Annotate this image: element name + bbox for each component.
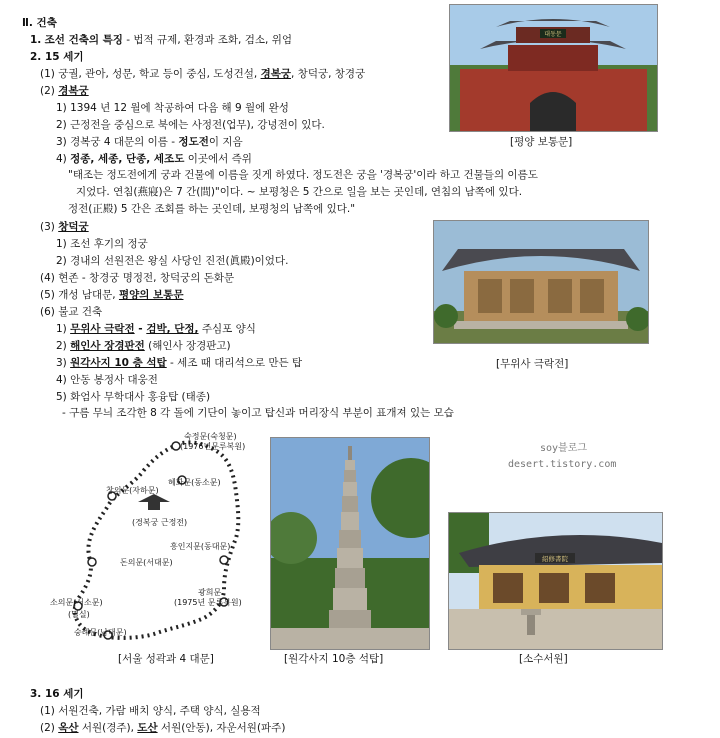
line-16c-1: (1) 서원건축, 가람 배치 양식, 주택 양식, 실용적	[40, 705, 261, 717]
line-gates	[40, 288, 183, 304]
gyeongbok-3-c: 이 지음	[208, 136, 243, 148]
line-palaces-a: (1) 궁궐, 관아, 성문, 학교 등이 중심, 도성건설,	[40, 68, 258, 80]
gyeongbok-num: (2)	[40, 85, 55, 97]
quote-line-3: 정전(正殿) 5 간은 조회를 하는 곳인데, 보평청의 남쪽에 있다."	[68, 203, 356, 215]
buddhist-1-e: 주심포 양식	[198, 323, 256, 335]
line-buddhist-1	[56, 322, 256, 338]
sosu-sign-text: 紹修書院	[542, 555, 568, 563]
caption-sosu: [소수서원]	[519, 653, 568, 665]
line-gyeongbok-4	[56, 152, 252, 168]
line-gyeongbok-3	[56, 135, 243, 151]
gyeongbok-4-b: 정종, 세종, 단종, 세조도	[70, 153, 185, 165]
item-2-title: 15 세기	[44, 51, 84, 63]
item-1-num: 1.	[30, 34, 42, 46]
quote-line-2: 지었다. 연침(燕寢)은 7 간(間)"이다. ~ 보평청은 5 간으로 일을 보는 곳인데, 연침의 남쪽에 있다.	[76, 186, 523, 198]
pagoda-illustration	[271, 438, 429, 649]
line-palaces-gyeongbok: 경복궁	[260, 68, 291, 80]
line-gyeongbok-2: 2) 근정전을 중심으로 북에는 사정전(업무), 강녕전이 있다.	[56, 119, 325, 131]
buddhist-1-d: 검박, 단정,	[146, 323, 199, 335]
item-1-text: - 법적 규제, 환경과 조화, 검소, 위엄	[122, 34, 292, 46]
muwisa-illustration	[434, 221, 648, 343]
buddhist-2-b: 해인사 장경판전	[70, 340, 145, 352]
line-buddhist-5-desc: - 구름 무늬 조각한 8 각 돌에 기단이 놓이고 탑신과 머리장식 부분이 표개져 있는 모습	[62, 407, 454, 419]
item-2	[30, 50, 84, 66]
line-extant: (4) 현존 - 창경궁 명정전, 창덕궁의 돈화문	[40, 272, 235, 284]
buddhist-3-c: - 세조 때 대리석으로 만든 탑	[166, 357, 303, 369]
watermark-url: desert.tistory.com	[508, 459, 617, 470]
gyeongbok-3-b: 정도전	[178, 136, 209, 148]
map-label-gwanghui-sub: (1975년 문루복원)	[174, 598, 242, 607]
map-label-gwanghui: 광희문	[198, 588, 222, 597]
sosu-illustration	[449, 513, 662, 649]
photo-sosu-seowon	[448, 512, 663, 650]
16c-2-oksan: 옥산	[58, 722, 79, 734]
pyongyang-gate-illustration	[450, 5, 657, 131]
gates-b: 평양의 보통문	[118, 289, 184, 301]
item-3-title: 16 세기	[44, 688, 84, 700]
map-label-changui: 창의문(자하문)	[106, 486, 159, 495]
16c-2-e: 서원(안동), 자운서원(파주)	[157, 722, 286, 734]
caption-seoul-map: [서울 성곽과 4 대문]	[118, 653, 214, 665]
caption-pyongyang: [평양 보통문]	[510, 136, 573, 148]
line-buddhist-2	[56, 339, 231, 355]
buddhist-1-a: 1)	[56, 323, 71, 335]
map-label-donui: 돈의문(서대문)	[120, 558, 173, 567]
section-title: Ⅱ. 건축	[22, 17, 57, 29]
line-changdeok-2: 2) 경내의 선원전은 왕실 사당인 진전(眞殿)이었다.	[56, 255, 289, 267]
item-1-title: 조선 건축의 특징	[44, 34, 123, 46]
map-label-hyehwa: 혜화문(동소문)	[168, 478, 221, 487]
line-changdeok-heading	[40, 220, 89, 236]
line-buddhist-5: 5) 화엄사 무학대사 홍융탑 (태종)	[56, 391, 211, 403]
map-label-souimun-sub: (멸실)	[68, 610, 90, 619]
watermark-blog: soy블로그	[540, 443, 588, 454]
16c-2-a: (2)	[40, 722, 59, 734]
changdeok-title: 창덕궁	[58, 221, 89, 233]
buddhist-3-a: 3)	[56, 357, 71, 369]
buddhist-1-b: 무위사 극락전	[70, 323, 135, 335]
map-label-souimun: 소의문(서소문)	[50, 598, 103, 607]
line-buddhist-4: 4) 안동 봉정사 대웅전	[56, 374, 158, 386]
line-gyeongbok-1: 1) 1394 년 12 월에 착공하여 다음 해 9 월에 완성	[56, 102, 289, 114]
map-label-sungnye: 숭례문(남대문)	[74, 628, 127, 637]
buddhist-2-c: (해인사 장경판고)	[144, 340, 231, 352]
line-changdeok-1: 1) 조선 후기의 정궁	[56, 238, 148, 250]
item-1	[30, 33, 292, 49]
item-3	[30, 687, 84, 703]
line-16c-2	[40, 721, 285, 737]
gyeongbok-title: 경복궁	[58, 85, 89, 97]
map-label-heungin: 흥인지문(동대문)	[170, 542, 231, 551]
gyeongbok-4-c: 이곳에서 즉위	[184, 153, 252, 165]
item-3-num: 3.	[30, 688, 42, 700]
item-2-num: 2.	[30, 51, 42, 63]
caption-pagoda: [원각사지 10층 석탑]	[284, 653, 384, 665]
seoul-fortress-map	[48, 430, 260, 650]
gyeongbok-4-a: 4)	[56, 153, 71, 165]
line-buddhist-3	[56, 356, 302, 372]
line-gyeongbok-heading	[40, 84, 89, 100]
line-palaces-b: , 창덕궁, 창경궁	[291, 68, 366, 80]
line-palaces	[40, 67, 365, 83]
map-label-sukjeong: 숙정문(숙청문)	[184, 432, 237, 441]
buddhist-2-a: 2)	[56, 340, 71, 352]
gates-a: (5) 개성 남대문,	[40, 289, 119, 301]
line-buddhist: (6) 불교 건축	[40, 306, 103, 318]
caption-muwisa: [무위사 극락전]	[496, 358, 569, 370]
changdeok-num: (3)	[40, 221, 55, 233]
photo-pagoda	[270, 437, 430, 650]
gate-sign-text: 대동문	[544, 31, 562, 38]
map-label-geunjeong: (경복궁 근정전)	[132, 518, 188, 527]
buddhist-1-c: -	[134, 323, 147, 335]
gyeongbok-3-a: 3) 경복궁 4 대문의 이름 -	[56, 136, 179, 148]
quote-line-1: "태조는 정도전에게 궁과 건물에 이름을 짓게 하였다. 정도전은 궁을 '경복궁'이라 하고 건물들의 이름도	[68, 169, 538, 181]
map-label-sukjeong-sub: (1976년문루복원)	[180, 442, 246, 451]
photo-pyongyang-gate	[449, 4, 658, 132]
buddhist-3-b: 원각사지 10 층 석탑	[70, 357, 167, 369]
photo-muwisa	[433, 220, 649, 344]
16c-2-c: 서원(경주),	[78, 722, 138, 734]
16c-2-dosan: 도산	[137, 722, 158, 734]
